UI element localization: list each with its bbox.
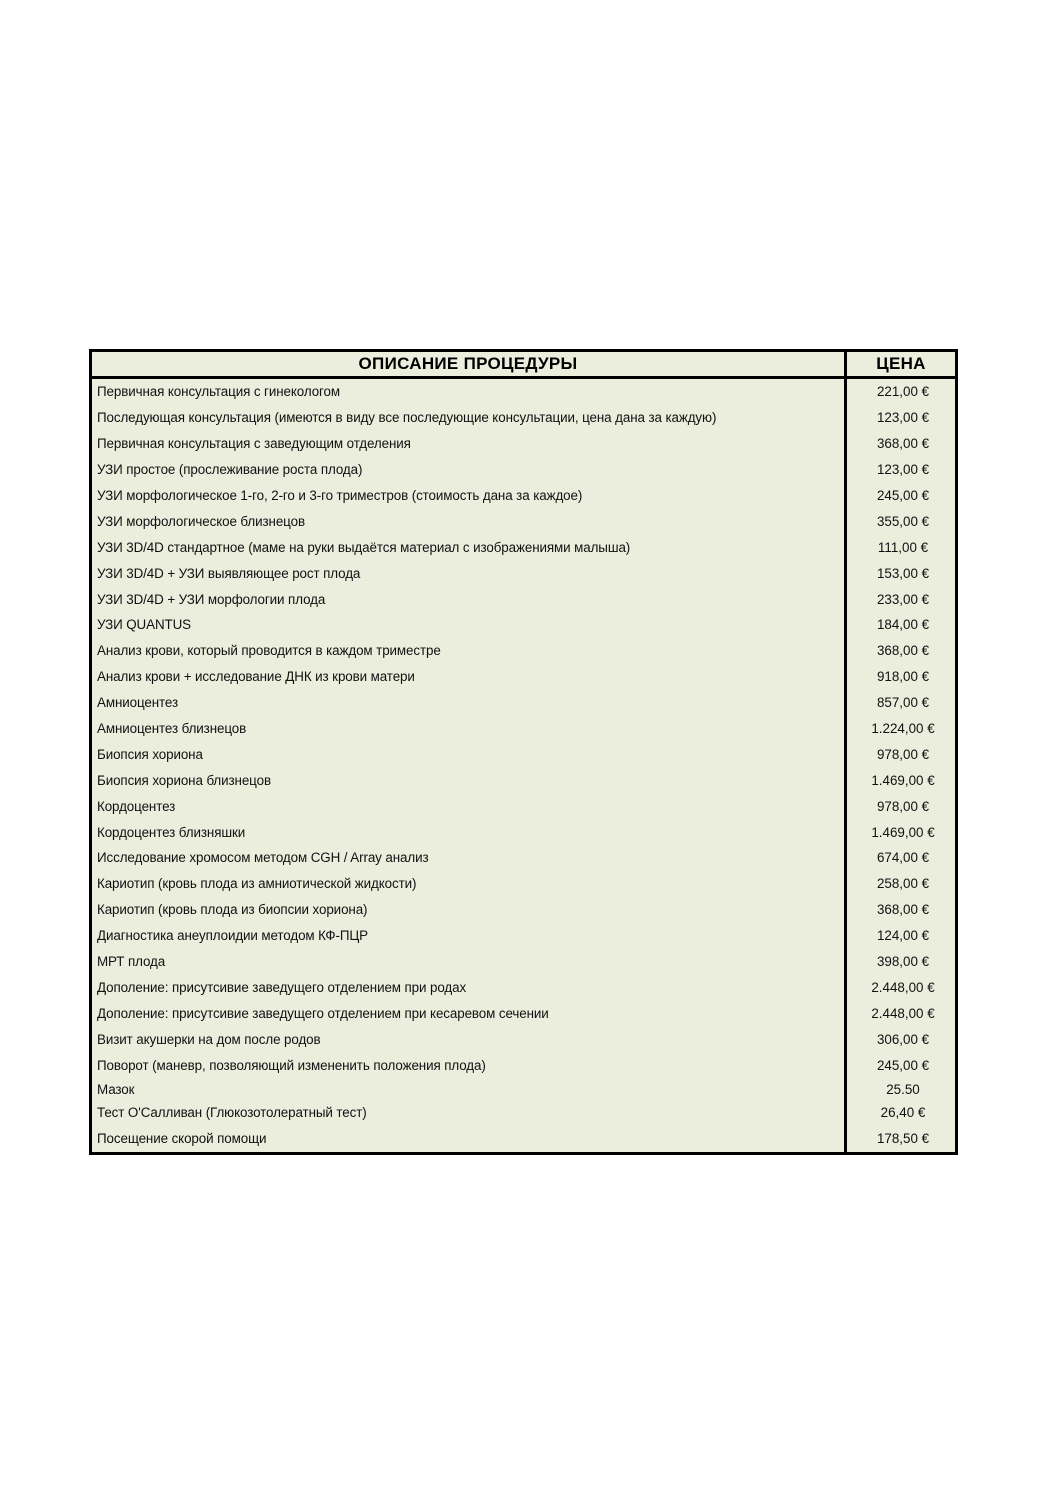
- procedure-price: 221,00 €: [876, 384, 930, 400]
- procedure-price: 123,00 €: [876, 410, 930, 426]
- table-body: [91, 378, 957, 1154]
- procedure-description: УЗИ QUANTUS: [91, 612, 846, 638]
- table-row: [91, 664, 957, 690]
- procedure-price: 918,00 €: [876, 669, 930, 685]
- table-row: [91, 1078, 957, 1100]
- procedure-description: УЗИ морфологическое близнецов: [91, 508, 846, 534]
- table-row: [91, 508, 957, 534]
- table-row: [91, 974, 957, 1000]
- procedure-description: УЗИ морфологическое 1-го, 2-го и 3-го триместров (стоимость дана за каждое): [91, 483, 846, 509]
- table-row: [91, 612, 957, 638]
- procedure-description: Кариотип (кровь плода из биопсии хориона): [91, 897, 846, 923]
- table-row: [91, 949, 957, 975]
- procedure-price: 124,00 €: [876, 928, 930, 944]
- procedure-description: Кордоцентез близняшки: [91, 819, 846, 845]
- price-table: [89, 349, 958, 1155]
- table-row: [91, 586, 957, 612]
- table-row: [91, 638, 957, 664]
- procedure-description: Поворот (маневр, позволяющий измененить положения плода): [91, 1052, 846, 1078]
- procedure-description: Дополение: присутсивие заведущего отделением при родах: [91, 974, 846, 1000]
- procedure-price: 245,00 €: [876, 488, 930, 503]
- table-row: [91, 1052, 957, 1078]
- procedure-price: 398,00 €: [876, 954, 930, 970]
- procedure-price: 111,00 €: [877, 539, 929, 555]
- procedure-price: 178,50 €: [876, 1131, 930, 1147]
- procedure-price: 978,00 €: [876, 746, 930, 762]
- procedure-description: Визит акушерки на дом после родов: [91, 1026, 846, 1052]
- table-row: [91, 845, 957, 871]
- procedure-description: Диагностика анеуплоидии методом КФ-ПЦР: [91, 923, 846, 949]
- table-row: [91, 923, 957, 949]
- procedure-description: Мазок: [91, 1078, 846, 1100]
- procedure-description: Дополение: присутсивие заведущего отделением при кесаревом сечении: [91, 1000, 846, 1026]
- procedure-price: 153,00 €: [876, 565, 930, 581]
- procedure-price: 184,00 €: [876, 617, 930, 633]
- procedure-description: Анализ крови, который проводится в каждом триместре: [91, 638, 846, 664]
- procedure-price: 368,00 €: [876, 643, 930, 659]
- procedure-description: Посещение скорой помощи: [91, 1126, 846, 1153]
- table-row: [91, 716, 957, 742]
- table-row: [91, 534, 957, 560]
- procedure-description: Исследование хромосом методом CGH / Array анализ: [91, 845, 846, 871]
- table-row: [91, 431, 957, 457]
- procedure-price: 674,00 €: [876, 850, 930, 866]
- table-row: [91, 793, 957, 819]
- procedure-price: 26,40 €: [880, 1105, 926, 1121]
- procedure-price: 1.469,00 €: [871, 772, 935, 788]
- procedure-description: МРТ плода: [91, 949, 846, 975]
- table-row: [91, 690, 957, 716]
- procedure-price: 123,00 €: [876, 462, 930, 478]
- procedure-price: 1.469,00 €: [871, 824, 935, 840]
- procedure-description: Кордоцентез: [91, 793, 846, 819]
- procedure-price: 368,00 €: [876, 436, 930, 452]
- procedure-description: Амниоцентез близнецов: [91, 716, 846, 742]
- procedure-price: 355,00 €: [876, 513, 930, 529]
- price-list: [89, 349, 955, 1155]
- procedure-description: Тест О'Салливан (Глюкозотолератный тест): [91, 1100, 846, 1126]
- table-row: [91, 1000, 957, 1026]
- table-row: [91, 560, 957, 586]
- procedure-description: УЗИ 3D/4D стандартное (маме на руки выдаётся материал с изображениями малыша): [91, 534, 846, 560]
- procedure-description: Амниоцентез: [91, 690, 846, 716]
- procedure-price: 368,00 €: [876, 902, 930, 918]
- procedure-price: 25.50: [886, 1081, 920, 1097]
- procedure-price: 2.448,00 €: [871, 1005, 935, 1021]
- procedure-description: Первичная консультация с гинекологом: [91, 378, 846, 405]
- table-header-row: [91, 351, 957, 378]
- table-row: [91, 457, 957, 483]
- column-header-description: ОПИСАНИЕ ПРОЦЕДУРЫ: [91, 351, 846, 378]
- procedure-price: 306,00 €: [876, 1031, 930, 1047]
- table-row: [91, 483, 957, 509]
- procedure-price: 233,00 €: [876, 591, 930, 607]
- table-row: [91, 1026, 957, 1052]
- procedure-description: Биопсия хориона близнецов: [91, 767, 846, 793]
- table-row: [91, 819, 957, 845]
- procedure-description: Кариотип (кровь плода из амниотической жидкости): [91, 871, 846, 897]
- column-header-price: ЦЕНА: [846, 351, 957, 378]
- procedure-description: Первичная консультация с заведующим отделения: [91, 431, 846, 457]
- procedure-price: 1.224,00 €: [871, 721, 935, 737]
- table-row: [91, 1100, 957, 1126]
- procedure-price: 245,00 €: [876, 1057, 930, 1073]
- table-row: [91, 767, 957, 793]
- procedure-description: Последующая консультация (имеются в виду все последующие консультации, цена дана за каждую): [91, 405, 846, 431]
- table-row: [91, 378, 957, 405]
- procedure-description: УЗИ 3D/4D + УЗИ морфологии плода: [91, 586, 846, 612]
- procedure-description: Анализ крови + исследование ДНК из крови матери: [91, 664, 846, 690]
- table-row: [91, 405, 957, 431]
- procedure-description: Биопсия хориона: [91, 741, 846, 767]
- procedure-price: 857,00 €: [876, 695, 930, 711]
- procedure-price: 258,00 €: [876, 876, 930, 892]
- procedure-price: 978,00 €: [876, 798, 930, 814]
- table-row: [91, 1126, 957, 1153]
- procedure-description: УЗИ 3D/4D + УЗИ выявляющее рост плода: [91, 560, 846, 586]
- procedure-price: 2.448,00 €: [871, 979, 935, 995]
- table-row: [91, 897, 957, 923]
- table-row: [91, 871, 957, 897]
- procedure-description: УЗИ простое (прослеживание роста плода): [91, 457, 846, 483]
- table-row: [91, 741, 957, 767]
